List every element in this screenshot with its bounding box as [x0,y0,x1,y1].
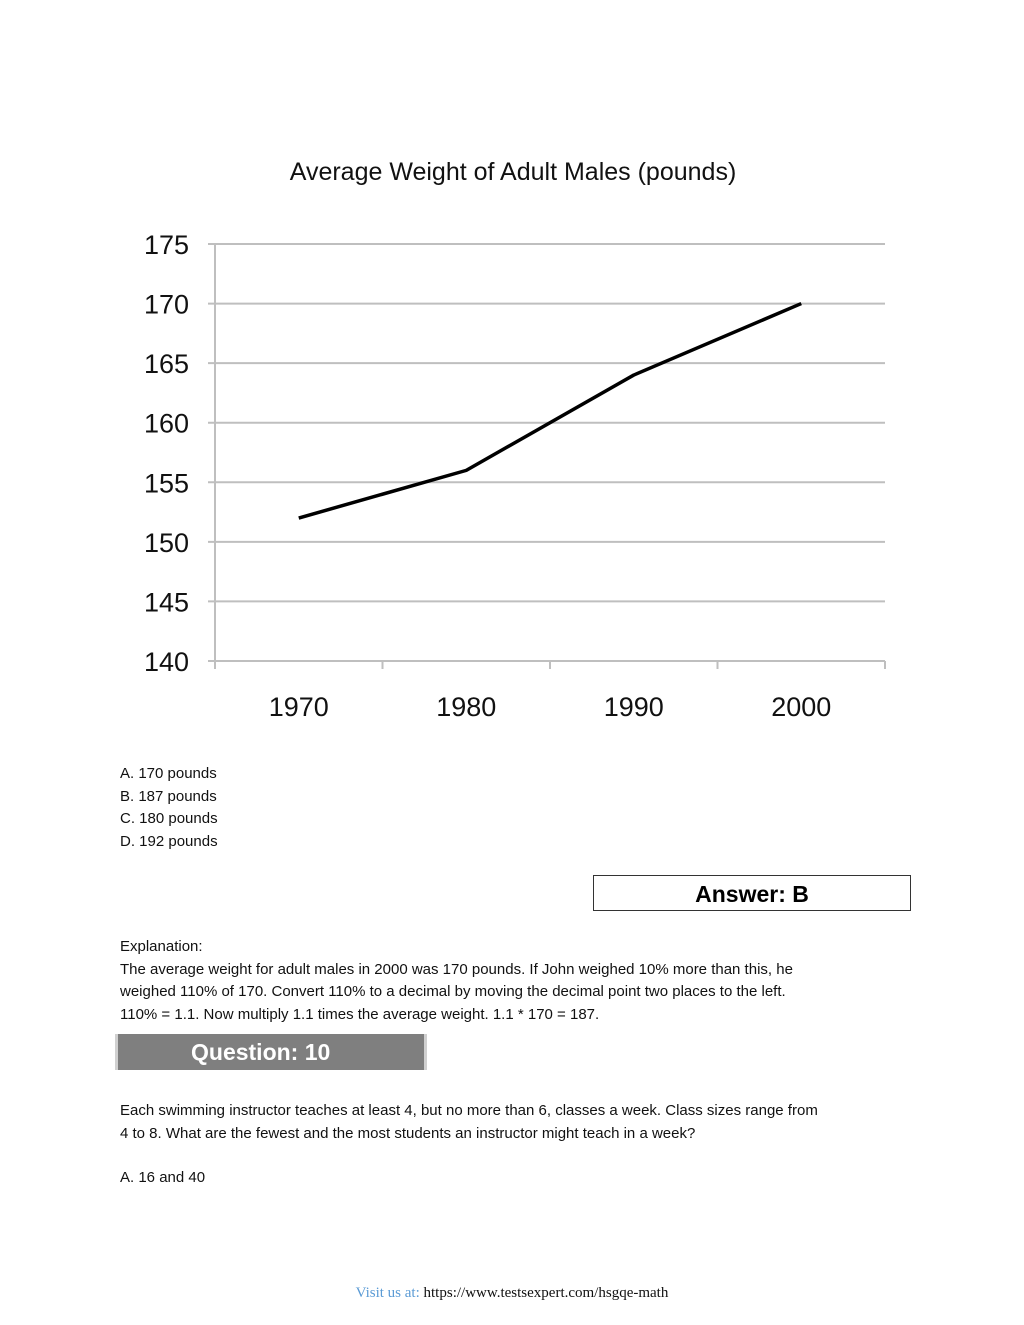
x-tick-label: 1980 [436,692,497,722]
y-tick-label: 175 [143,230,189,260]
answer-box: Answer: B [593,875,911,911]
explanation-label: Explanation: [120,938,203,955]
y-tick-label: 165 [143,349,189,380]
y-tick-label: 155 [143,468,189,499]
question-line: Each swimming instructor teaches at least 4, but no more than 6, classes a week. Class sizes range from [120,1102,818,1119]
y-tick-label: 170 [143,289,189,320]
series-lines [299,304,802,518]
question-banner: Question: 10 [115,1034,427,1070]
y-tick-label: 140 [143,647,189,677]
explanation-line: The average weight for adult males in 2000 was 170 pounds. If John weighed 10% more than this, he [120,960,793,978]
option-a: A. 170 pounds [120,765,217,782]
grid-lines [208,244,885,669]
x-axis-tick-labels [269,692,832,722]
question-text [120,1100,910,1145]
footer [0,1285,1024,1302]
chart-title: Average Weight of Adult Males (pounds) [289,158,737,186]
answer-options [120,763,218,853]
y-tick-label: 145 [143,587,189,618]
question-line: 4 to 8. What are the fewest and the most students an instructor might teach in a week? [120,1124,696,1142]
x-tick-label: 2000 [771,692,832,722]
x-tick-label: 1970 [268,692,329,722]
y-tick-label: 160 [143,408,189,439]
question10-option-a: A. 16 and 40 [120,1169,206,1186]
explanation-line: 110% = 1.1. Now multiply 1.1 times the average weight. 1.1 * 170 = 187. [120,1005,600,1023]
option-b: B. 187 pounds [120,787,217,805]
option-d: D. 192 pounds [120,832,218,850]
explanation-line: weighed 110% of 170. Convert 110% to a decimal by moving the decimal point two places to the left. [120,983,786,1000]
x-tick-label: 1990 [603,692,664,722]
option-c: C. 180 pounds [120,810,218,827]
footer-visit-label: Visit us at: [355,1285,424,1301]
y-tick-label: 150 [143,527,189,558]
explanation [120,936,910,1026]
y-axis-tick-labels [144,230,189,677]
footer-url-link[interactable]: https://www.testsexpert.com/hsgqe-math [423,1285,669,1301]
series-line [299,304,802,518]
